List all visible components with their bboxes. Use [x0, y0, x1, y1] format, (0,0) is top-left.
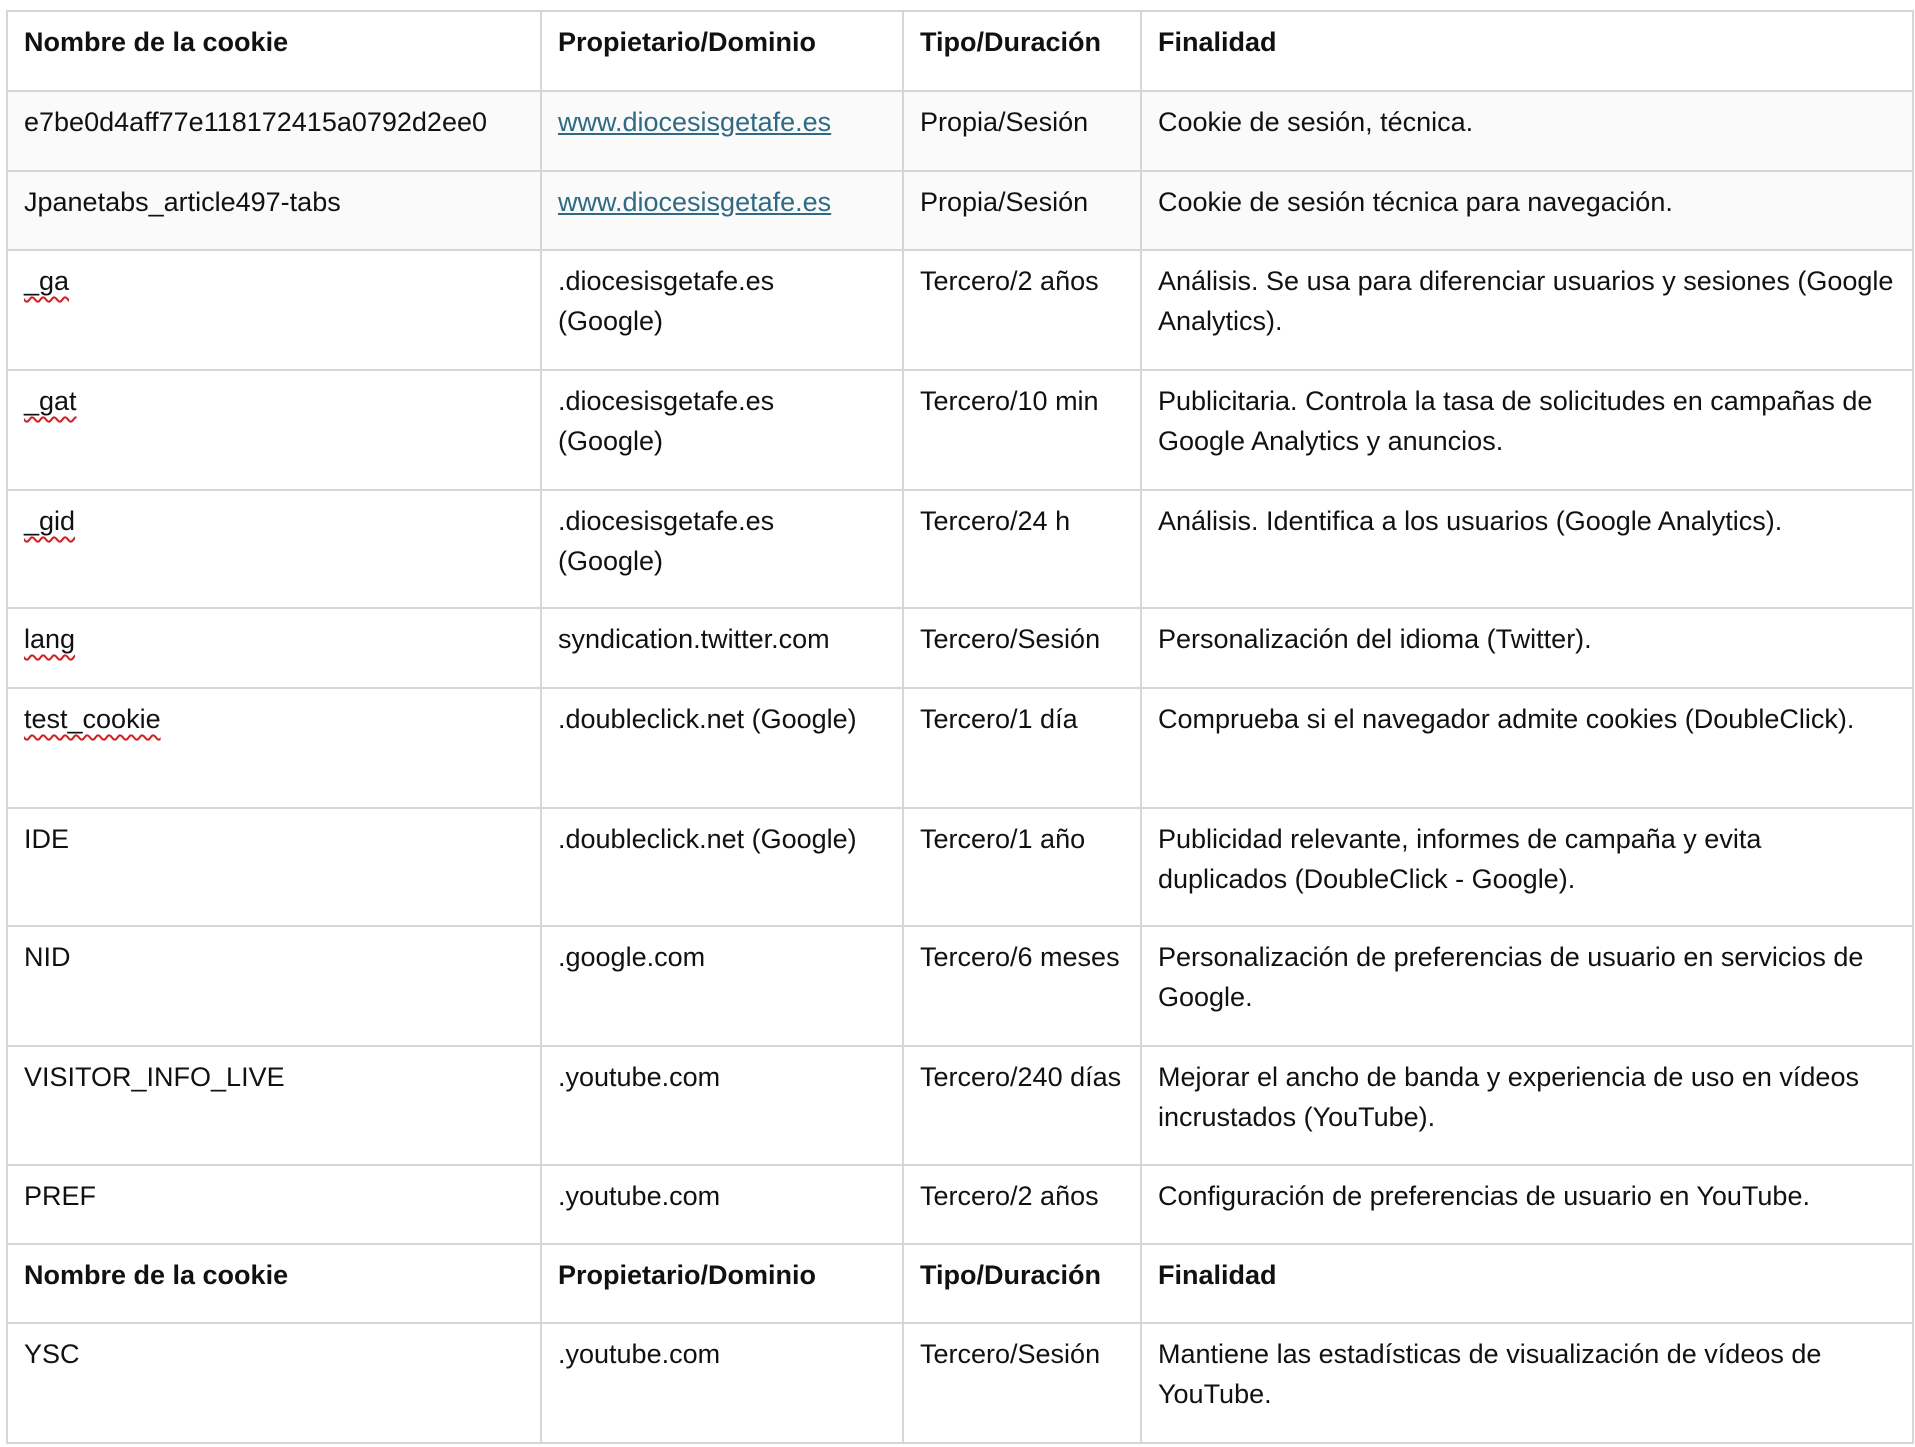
header-name: Nombre de la cookie: [7, 11, 541, 91]
cookie-type: Tercero/1 día: [903, 688, 1141, 808]
cookie-type: Tercero/24 h: [903, 490, 1141, 608]
table-row: [7, 808, 1913, 926]
table-row: [7, 91, 1913, 171]
cookie-purpose: Cookie de sesión, técnica.: [1141, 91, 1913, 171]
cookie-purpose: Mejorar el ancho de banda y experiencia de uso en vídeos incrustados (YouTube).: [1141, 1046, 1913, 1165]
header-type: Tipo/Duración: [903, 1244, 1141, 1323]
cookie-owner: .youtube.com: [541, 1323, 903, 1443]
table-row: [7, 171, 1913, 250]
cookie-name: lang: [24, 624, 76, 654]
cookie-type: Tercero/240 días: [903, 1046, 1141, 1165]
cookie-name-cell: [7, 490, 541, 608]
table-row: [7, 1323, 1913, 1443]
cookie-name: VISITOR_INFO_LIVE: [7, 1046, 541, 1165]
cookie-owner: .google.com: [541, 926, 903, 1046]
table-header-row-repeat: [7, 1244, 1913, 1323]
table-row: [7, 608, 1913, 688]
cookie-table: [6, 10, 1914, 1444]
cookie-name: YSC: [7, 1323, 541, 1443]
table-row: [7, 490, 1913, 608]
cookie-name-cell: [7, 370, 541, 490]
cookie-purpose: Publicidad relevante, informes de campaña y evita duplicados (DoubleClick - Google).: [1141, 808, 1913, 926]
table-row: [7, 250, 1913, 370]
cookie-name-cell: [7, 688, 541, 808]
table-row: [7, 1046, 1913, 1165]
cookie-purpose: Cookie de sesión técnica para navegación.: [1141, 171, 1913, 250]
table-row: [7, 926, 1913, 1046]
cookie-name-cell: [7, 250, 541, 370]
cookie-type: Tercero/Sesión: [903, 1323, 1141, 1443]
cookie-purpose: Análisis. Identifica a los usuarios (Google Analytics).: [1141, 490, 1913, 608]
owner-link[interactable]: www.diocesisgetafe.es: [558, 107, 832, 137]
cookie-owner: .diocesisgetafe.es (Google): [541, 490, 903, 608]
cookie-type: Propia/Sesión: [903, 91, 1141, 171]
cookie-name: _ga: [24, 266, 70, 296]
cookie-purpose: Personalización del idioma (Twitter).: [1141, 608, 1913, 688]
header-purpose: Finalidad: [1141, 1244, 1913, 1323]
owner-cell: [541, 171, 903, 250]
cookie-name: IDE: [7, 808, 541, 926]
table-row: [7, 688, 1913, 808]
cookie-type: Tercero/2 años: [903, 1165, 1141, 1244]
table-row: [7, 370, 1913, 490]
header-name: Nombre de la cookie: [7, 1244, 541, 1323]
cookie-type: Tercero/10 min: [903, 370, 1141, 490]
cookie-owner: .doubleclick.net (Google): [541, 688, 903, 808]
cookie-type: Tercero/1 año: [903, 808, 1141, 926]
header-owner: Propietario/Dominio: [541, 11, 903, 91]
cookie-name: _gat: [24, 386, 77, 416]
owner-cell: [541, 91, 903, 171]
cookie-type: Tercero/2 años: [903, 250, 1141, 370]
cookie-purpose: Personalización de preferencias de usuario en servicios de Google.: [1141, 926, 1913, 1046]
cookie-name-cell: [7, 608, 541, 688]
owner-link[interactable]: www.diocesisgetafe.es: [558, 187, 832, 217]
cookie-purpose: Configuración de preferencias de usuario en YouTube.: [1141, 1165, 1913, 1244]
cookie-owner: .youtube.com: [541, 1165, 903, 1244]
table-header-row: [7, 11, 1913, 91]
table-row: [7, 1165, 1913, 1244]
cookie-owner: .diocesisgetafe.es (Google): [541, 250, 903, 370]
cookie-name: e7be0d4aff77e118172415a0792d2ee0: [7, 91, 541, 171]
cookie-purpose: Análisis. Se usa para diferenciar usuarios y sesiones (Google Analytics).: [1141, 250, 1913, 370]
header-type: Tipo/Duración: [903, 11, 1141, 91]
cookie-owner: .diocesisgetafe.es (Google): [541, 370, 903, 490]
cookie-type: Tercero/6 meses: [903, 926, 1141, 1046]
cookie-name: test_cookie: [24, 704, 161, 734]
cookie-name: PREF: [7, 1165, 541, 1244]
cookie-purpose: Publicitaria. Controla la tasa de solicitudes en campañas de Google Analytics y anuncios.: [1141, 370, 1913, 490]
cookie-type: Tercero/Sesión: [903, 608, 1141, 688]
cookie-purpose: Comprueba si el navegador admite cookies (DoubleClick).: [1141, 688, 1913, 808]
cookie-name: NID: [7, 926, 541, 1046]
cookie-document: [6, 10, 1912, 1444]
cookie-name: _gid: [24, 506, 76, 536]
header-purpose: Finalidad: [1141, 11, 1913, 91]
cookie-name: Jpanetabs_article497-tabs: [7, 171, 541, 250]
cookie-type: Propia/Sesión: [903, 171, 1141, 250]
cookie-owner: .doubleclick.net (Google): [541, 808, 903, 926]
cookie-owner: .youtube.com: [541, 1046, 903, 1165]
cookie-owner: syndication.twitter.com: [541, 608, 903, 688]
cookie-purpose: Mantiene las estadísticas de visualización de vídeos de YouTube.: [1141, 1323, 1913, 1443]
header-owner: Propietario/Dominio: [541, 1244, 903, 1323]
